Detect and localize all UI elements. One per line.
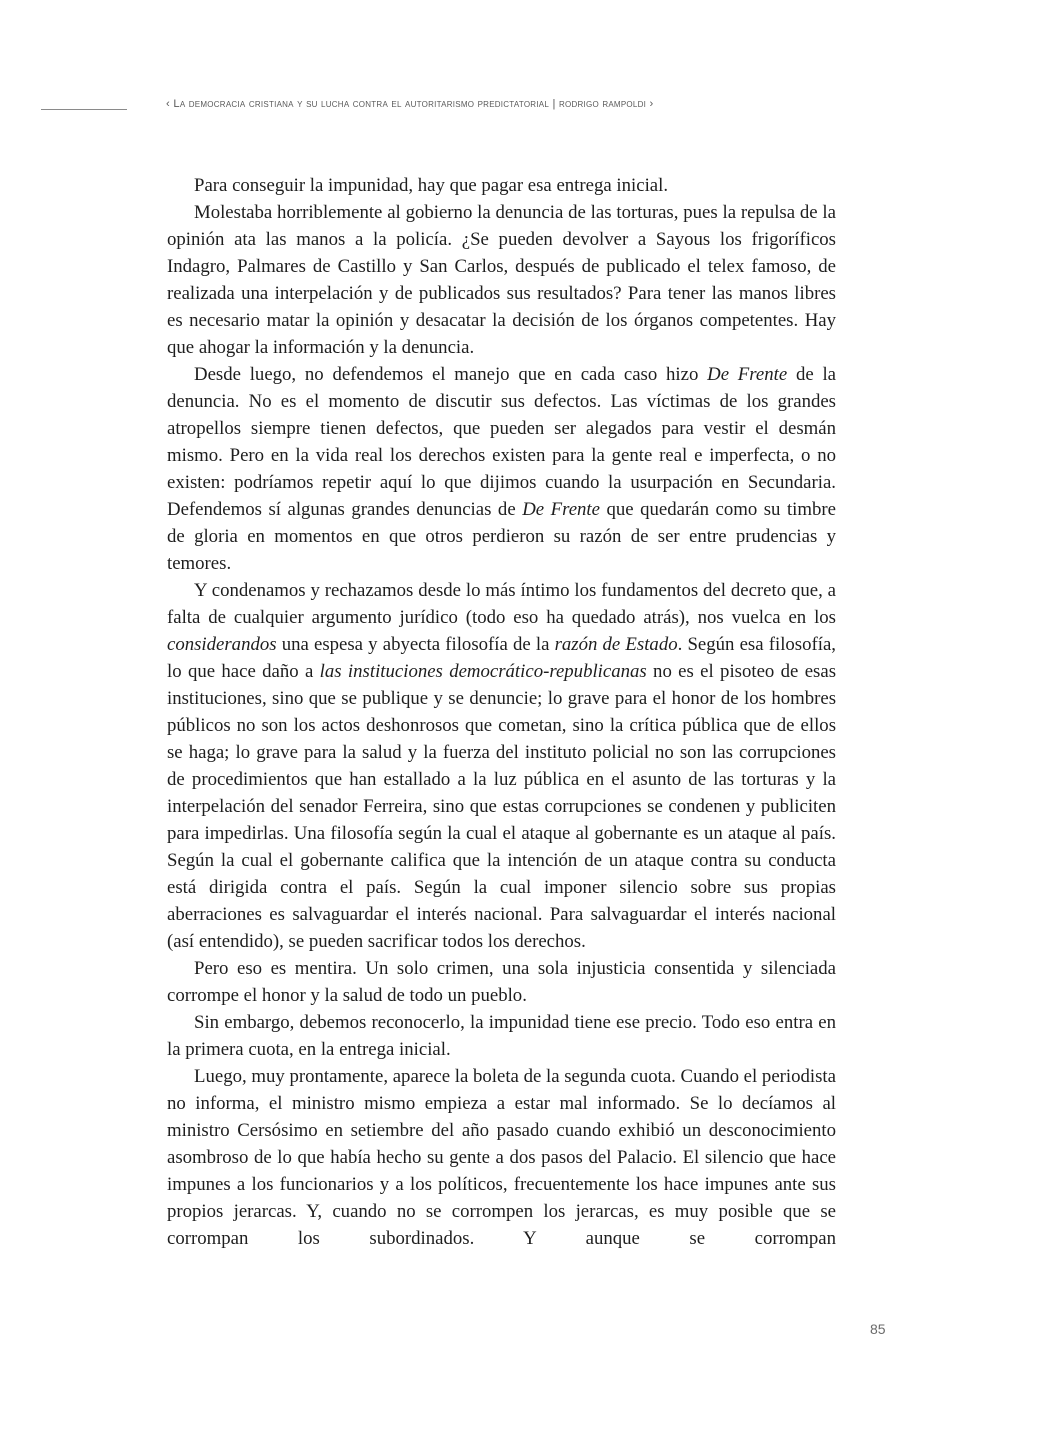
paragraph-3-text-2: de la denuncia. No es el momento de discutir sus defectos. Las víctimas de los grandes atropellos siempre tienen defectos, que pueden ser alegados para vestir el desmán mismo. Pero en la vida real los derechos existen para la gente real e imperfecta, o no existen: podríamos repetir aquí lo que dijimos cuando la usurpación en Secundaria. Defendemos sí algunas grandes denuncias de xyxy=(167,364,837,520)
paragraph-4 xyxy=(167,577,836,955)
running-head-separator: | xyxy=(552,98,556,110)
body-text xyxy=(167,172,836,1252)
paragraph-4-text-3: . Según esa filosofía, lo que hace daño a xyxy=(167,634,837,682)
paragraph-5: Pero eso es mentira. Un solo crimen, una sola injusticia consentida y silenciada corrompe el honor y la salud de todo un pueblo. xyxy=(167,958,836,1006)
paragraph-4-italic-3: las instituciones democrático-republicanas xyxy=(319,661,647,682)
paragraph-4-italic-2: razón de Estado xyxy=(554,634,678,655)
running-head-close-mark: › xyxy=(649,98,654,110)
paragraph-2: Molestaba horriblemente al gobierno la denuncia de las torturas, pues la repulsa de la opinión ata las manos a la policía. ¿Se pueden devolver a Sayous los frigoríficos Indagro, Palmares de Castillo y San Carlos, después de publicado el telex famoso, de realizada una interpelación y de publicados sus resultados? Para tener las manos libres es necesario matar la opinión y desacatar la decisión de los órganos competentes. Hay que ahogar la información y la denuncia. xyxy=(167,202,836,358)
paragraph-3-text-1: Desde luego, no defendemos el manejo que en cada caso hizo xyxy=(194,364,708,385)
paragraph-4-text-1: Y condenamos y rechazamos desde lo más íntimo los fundamentos del decreto que, a falta de cualquier argumento jurídico (todo eso ha quedado atrás), nos vuelca en los xyxy=(167,580,836,628)
paragraph-3-italic-1: De Frente xyxy=(707,364,788,385)
paragraph-3-text-3: que quedarán como su timbre de gloria en momentos en que otros perdieron su razón de ser entre prudencias y temores. xyxy=(167,499,836,574)
paragraph-4-text-2: una espesa y abyecta filosofía de la xyxy=(276,634,555,655)
paragraph-4-italic-1: considerandos xyxy=(167,634,277,655)
running-head xyxy=(166,98,866,110)
running-head-author: rodrigo rampoldi xyxy=(558,98,647,110)
running-head-title: La democracia cristiana y su lucha contra el autoritarismo predictatorial xyxy=(173,98,550,110)
paragraph-3-italic-2: De Frente xyxy=(522,499,600,520)
paragraph-4-text-4: no es el pisoteo de esas instituciones, sino que se publique y se denuncie; lo grave para el honor de los hombres públicos no son los actos deshonrosos que cometan, sino la crítica pública que de ellos se haga; lo grave para la salud y la fuerza del instituto policial no son las corrupciones de procedimientos que han estallado a la luz pública en el asunto de las torturas y la interpelación del senador Ferreira, sino que estas corrupciones se condenen y publiciten para impedirlas. Una filosofía según la cual el ataque al gobernante es un ataque al país. Según la cual el gobernante califica que la intención de un ataque contra su conducta está dirigida contra el país. Según la cual imponer silencio sobre sus propias aberraciones es salvaguardar el interés nacional. Para salvaguardar el interés nacional (así entendido), se pueden sacrificar todos los derechos. xyxy=(167,661,836,952)
running-head-open-mark: ‹ xyxy=(166,98,170,110)
paragraph-6: Sin embargo, debemos reconocerlo, la impunidad tiene ese precio. Todo eso entra en la primera cuota, en la entrega inicial. xyxy=(167,1012,836,1060)
paragraph-3 xyxy=(167,361,836,577)
paragraph-7: Luego, muy prontamente, aparece la boleta de la segunda cuota. Cuando el periodista no informa, el ministro mismo empieza a estar mal informado. Se lo decíamos al ministro Cersósimo en setiembre del año pasado cuando exhibió un desconocimiento asombroso de lo que había hecho su gente a dos pasos del Palacio. El silencio que hace impunes a los funcionarios y a los políticos, frecuentemente los hace impunes ante sus propios jerarcas. Y, cuando no se corrompen los jerarcas, es muy posible que se corrompan los subordinados. Y aunque se corrompan xyxy=(167,1066,836,1249)
page-number: 85 xyxy=(870,1321,886,1337)
header-rule xyxy=(41,109,127,110)
paragraph-1: Para conseguir la impunidad, hay que pagar esa entrega inicial. xyxy=(194,175,669,196)
